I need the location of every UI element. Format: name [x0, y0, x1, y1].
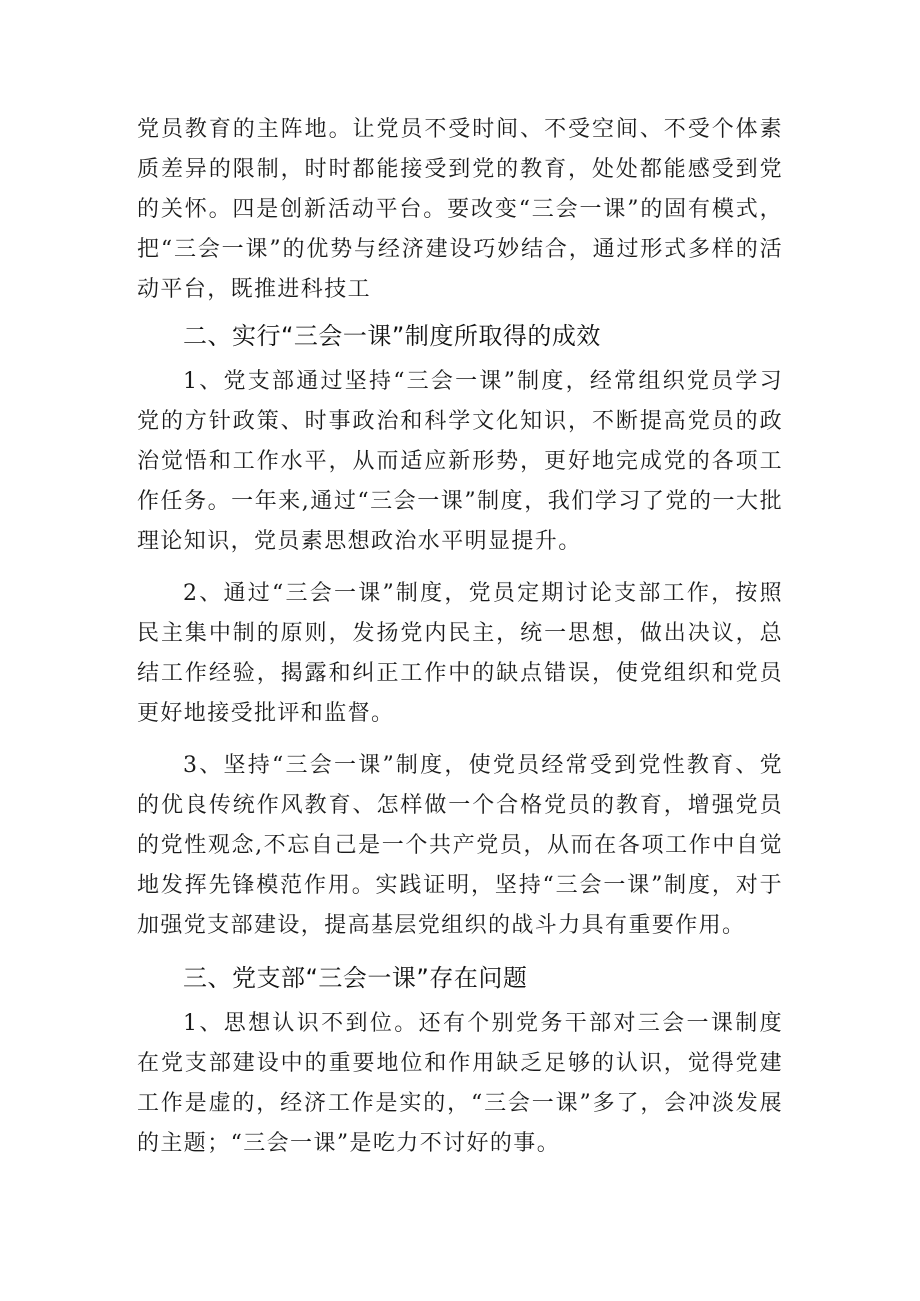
- section-2-paragraph-2: 2、通过“三会一课”制度，党员定期讨论支部工作，按照民主集中制的原则，发扬党内民主，统一思想，做出决议，总结工作经验，揭露和纠正工作中的缺点错误，使党组织和党员更好地接受批评和监督。: [137, 581, 783, 726]
- section-3-heading: 三、党支部“三会一课”存在问题: [183, 964, 528, 992]
- document-body: [137, 110, 783, 1164]
- section-2-heading: 二、实行“三会一课”制度所取得的成效: [183, 322, 601, 350]
- section-3-paragraph-1: 1、思想认识不到位。还有个别党务干部对三会一课制度在党支部建设中的重要地位和作用缺乏足够的认识，觉得党建工作是虚的，经济工作是实的，“三会一课”多了，会冲淡发展的主题；“三会一课”是吃力不讨好的事。: [137, 1011, 783, 1156]
- intro-paragraph: 党员教育的主阵地。让党员不受时间、不受空间、不受个体素质差异的限制，时时都能接受到党的教育，处处都能感受到党的关怀。四是创新活动平台。要改变“三会一课”的固有模式，把“三会一课”的优势与经济建设巧妙结合，通过形式多样的活动平台，既推进科技工: [137, 117, 783, 302]
- section-2-paragraph-3: 3、坚持“三会一课”制度，使党员经常受到党性教育、党的优良传统作风教育、怎样做一个合格党员的教育，增强党员的党性观念,不忘自己是一个共产党员，从而在各项工作中自觉地发挥先锋模范作用。实践证明，坚持“三会一课”制度，对于加强党支部建设，提高基层党组织的战斗力具有重要作用。: [137, 753, 783, 938]
- section-2-paragraph-1: 1、党支部通过坚持“三会一课”制度，经常组织党员学习党的方针政策、时事政治和科学文化知识，不断提高党员的政治觉悟和工作水平，从而适应新形势，更好地完成党的各项工作任务。一年来,通过“三会一课”制度，我们学习了党的一大批理论知识，党员素思想政治水平明显提升。: [137, 369, 783, 554]
